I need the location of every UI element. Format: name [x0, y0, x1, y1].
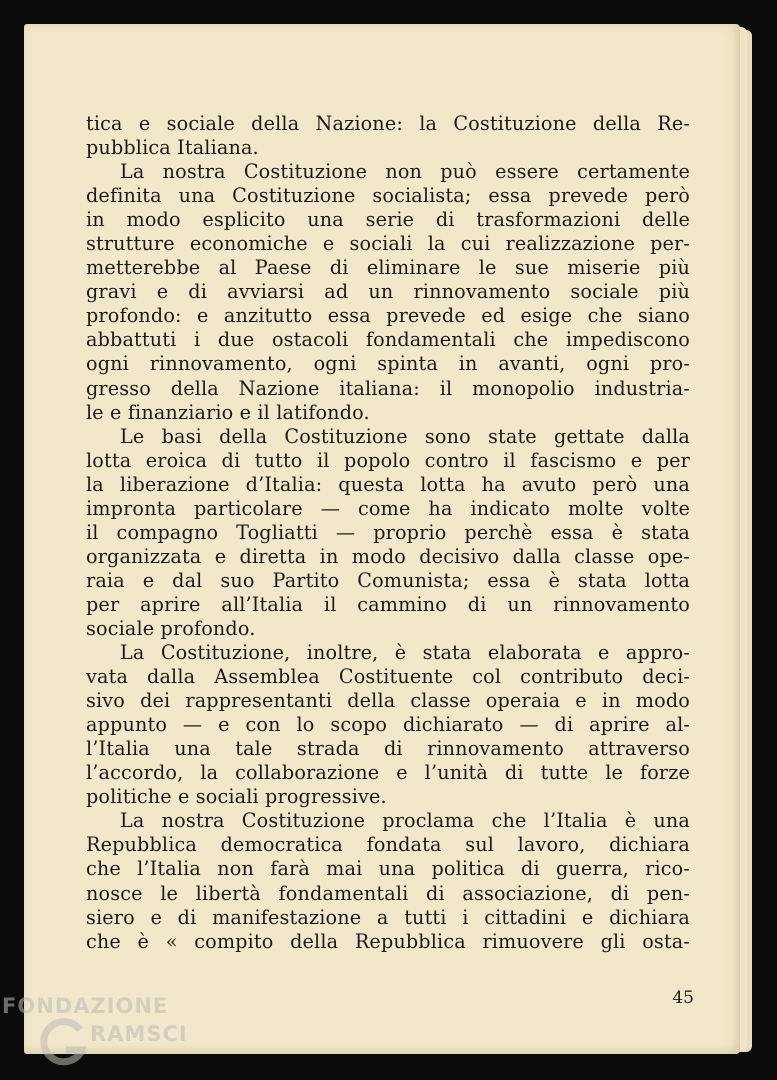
text-line: definita una Costituzione socialista; essa prevede però — [86, 184, 690, 208]
text-line: lotta eroica di tutto il popolo contro il fascismo e per — [86, 448, 690, 472]
watermark-title: FONDAZIONE — [2, 994, 169, 1018]
text-line: La Costituzione, inoltre, è stata elaborata e appro- — [120, 641, 690, 665]
text-line: impronta particolare — come ha indicato molte volte — [86, 496, 690, 520]
text-line: il compagno Togliatti — proprio perchè essa è stata — [86, 520, 690, 544]
text-line: l’accordo, la collaborazione e l’unità di tutte le forze — [86, 761, 690, 785]
text-line: che è « compito della Repubblica rimuovere gli osta- — [86, 929, 690, 953]
text-line: abbattuti i due ostacoli fondamentali che impediscono — [86, 328, 690, 352]
text-line: che l’Italia non farà mai una politica di guerra, rico- — [86, 857, 690, 881]
text-line: organizzata e diretta in modo decisivo dalla classe ope- — [86, 544, 690, 568]
text-line: gravi e di avviarsi ad un rinnovamento sociale più — [86, 280, 690, 304]
text-line: raia e dal suo Partito Comunista; essa è stata lotta — [86, 568, 690, 592]
text-line: La nostra Costituzione proclama che l’Italia è una — [120, 809, 690, 833]
text-line: politiche e sociali progressive. — [86, 785, 387, 809]
text-line: siero e di manifestazione a tutti i cittadini e dichiara — [86, 905, 690, 929]
text-line: per aprire all’Italia il cammino di un rinnovamento — [86, 592, 690, 616]
text-line: ogni rinnovamento, ogni spinta in avanti, ogni pro- — [86, 352, 690, 376]
body-text — [86, 112, 690, 954]
text-line: sivo dei rappresentanti della classe operaia e in modo — [86, 689, 690, 713]
text-line: Repubblica democratica fondata sul lavoro, dichiara — [86, 833, 690, 857]
text-line: Le basi della Costituzione sono state gettate dalla — [120, 424, 690, 448]
watermark-g-icon — [36, 1016, 90, 1070]
watermark-logo — [2, 994, 202, 1074]
text-line: la liberazione d’Italia: questa lotta ha avuto però una — [86, 472, 690, 496]
text-line: sociale profondo. — [86, 616, 256, 640]
text-line: vata dalla Assemblea Costituente col contributo deci- — [86, 665, 690, 689]
text-line: strutture economiche e sociali la cui realizzazione per- — [86, 232, 690, 256]
book-page — [24, 24, 740, 1054]
text-line: metterebbe al Paese di eliminare le sue miserie più — [86, 256, 690, 280]
text-line: in modo esplicito una serie di trasformazioni delle — [86, 208, 690, 232]
text-line: pubblica Italiana. — [86, 136, 259, 160]
text-line: le e finanziario e il latifondo. — [86, 400, 370, 424]
page-number: 45 — [672, 988, 694, 1008]
text-line: nosce le libertà fondamentali di associazione, di pen- — [86, 881, 690, 905]
text-line: La nostra Costituzione non può essere certamente — [120, 160, 690, 184]
text-line: gresso della Nazione italiana: il monopolio industria- — [86, 376, 690, 400]
text-line: profondo: e anzitutto essa prevede ed esige che siano — [86, 304, 690, 328]
watermark-subtitle: RAMSCI — [90, 1022, 188, 1046]
text-line: tica e sociale della Nazione: la Costituzione della Re- — [86, 112, 690, 135]
text-line: l’Italia una tale strada di rinnovamento attraverso — [86, 737, 690, 761]
text-line: appunto — e con lo scopo dichiarato — di aprire al- — [86, 713, 690, 737]
